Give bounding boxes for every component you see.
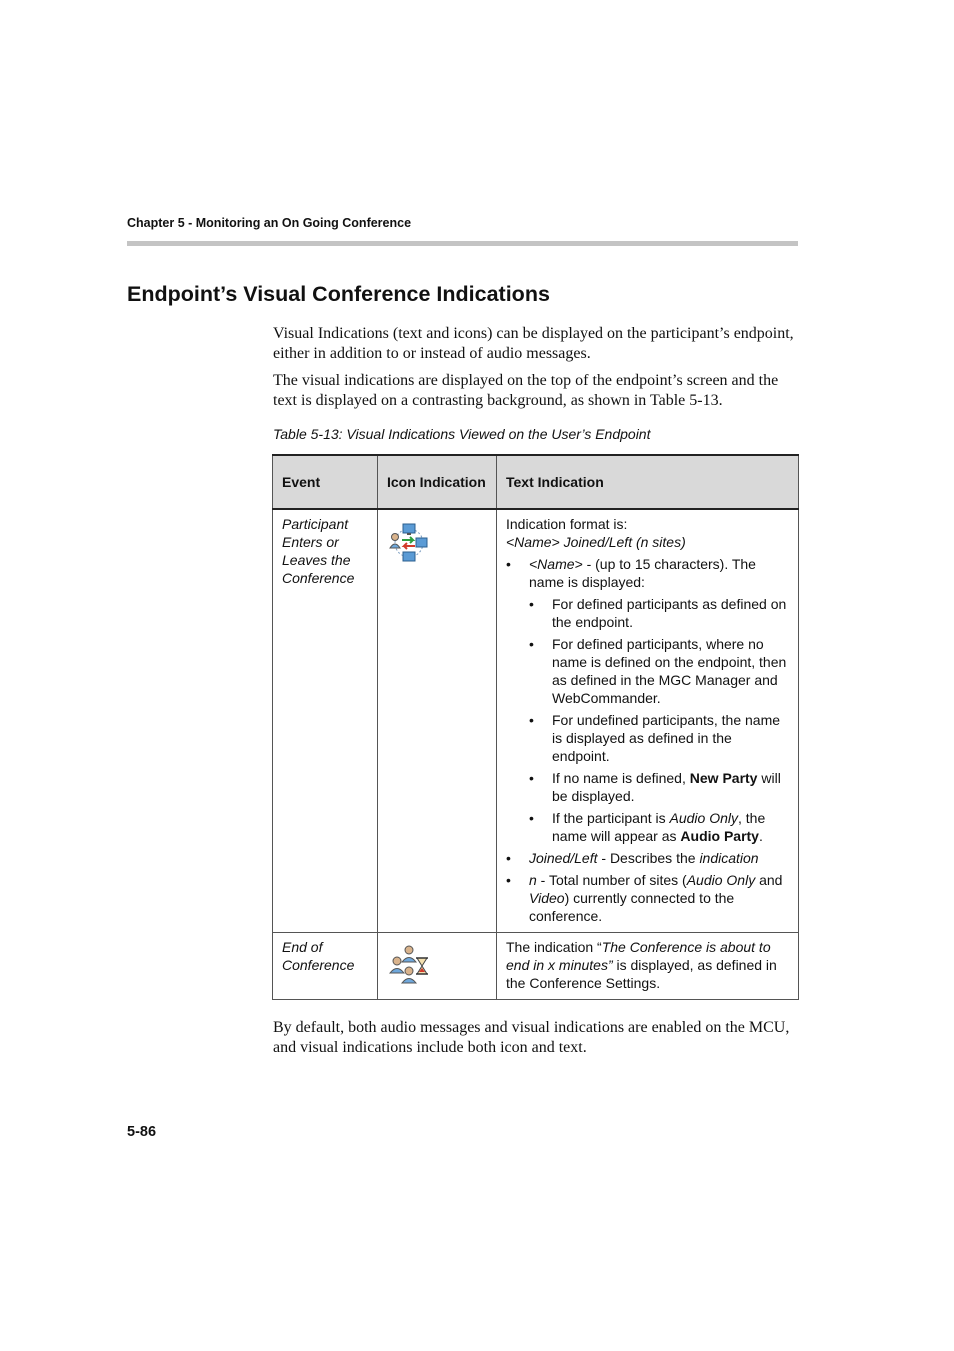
intro-paragraph: Visual Indications (text and icons) can be displayed on the participant’s endpoint, either in addition to or instead of audio messages. xyxy=(273,325,794,362)
text-indication-cell xyxy=(497,509,799,933)
list-item: • For undefined participants, the name is displayed as defined in the endpoint. xyxy=(529,711,789,765)
header-icon-indication: Icon Indication xyxy=(378,455,497,509)
participants-join-leave-icon xyxy=(389,523,429,567)
format-label: Indication format is: xyxy=(506,516,628,532)
header-text-indication: Text Indication xyxy=(497,455,799,509)
visual-indications-table xyxy=(272,454,799,1000)
header-event: Event xyxy=(273,455,378,509)
conference-ending-hourglass-icon xyxy=(389,944,429,988)
icon-cell xyxy=(378,509,497,933)
event-cell: End of Conference xyxy=(273,933,378,1000)
table-caption: Table 5-13: Visual Indications Viewed on the User’s Endpoint xyxy=(273,426,651,442)
display-paragraph: The visual indications are displayed on the top of the endpoint’s screen and the text is displayed on a contrasting background, as shown in Table 5-13. xyxy=(273,372,779,409)
section-title: Endpoint’s Visual Conference Indications xyxy=(127,282,550,306)
list-item: • n - Total number of sites (Audio Only and Video) currently connected to the conference. xyxy=(506,871,789,925)
name-sub-bullets xyxy=(529,595,789,845)
list-item: • For defined participants as defined on the endpoint. xyxy=(529,595,789,631)
closing-paragraph: By default, both audio messages and visual indications are enabled on the MCU, and visual indications include both icon and text. xyxy=(273,1019,790,1056)
name-term: <Name> xyxy=(529,556,583,572)
text-indication-cell: The indication “The Conference is about to end in x minutes” is displayed, as defined in the Conference Settings. xyxy=(497,933,799,1000)
list-item: • If the participant is Audio Only, the name will appear as Audio Party. xyxy=(529,809,789,845)
event-cell: Participant Enters or Leaves the Conference xyxy=(273,509,378,933)
list-item: • If no name is defined, New Party will be displayed. xyxy=(529,769,789,805)
header-rule xyxy=(127,241,798,246)
table-header-row xyxy=(273,455,799,509)
indication-bullets xyxy=(506,555,789,925)
chapter-header: Chapter 5 - Monitoring an On Going Conference xyxy=(127,216,412,230)
icon-cell xyxy=(378,933,497,1000)
table-row xyxy=(273,933,799,1000)
page-number: 5-86 xyxy=(127,1124,157,1140)
list-item: • <Name> - (up to 15 characters). The name is displayed: • For defined participants as defined on the endpoint. • For defined participants, where no name is defined on the endpoint, then as defined in the MGC Manager and WebCommander. • For undefined participants, the name is displayed as defined in the endpoint. • If no name is defined, New Party will be displayed. • If the participant is Audio Only, the name will appear as Audio Party. xyxy=(506,555,789,845)
format-text: <Name> Joined/Left (n sites) xyxy=(506,534,686,550)
list-item: • For defined participants, where no name is defined on the endpoint, then as defined in the MGC Manager and WebCommander. xyxy=(529,635,789,707)
table-row xyxy=(273,509,799,933)
list-item: • Joined/Left - Describes the indication xyxy=(506,849,789,867)
